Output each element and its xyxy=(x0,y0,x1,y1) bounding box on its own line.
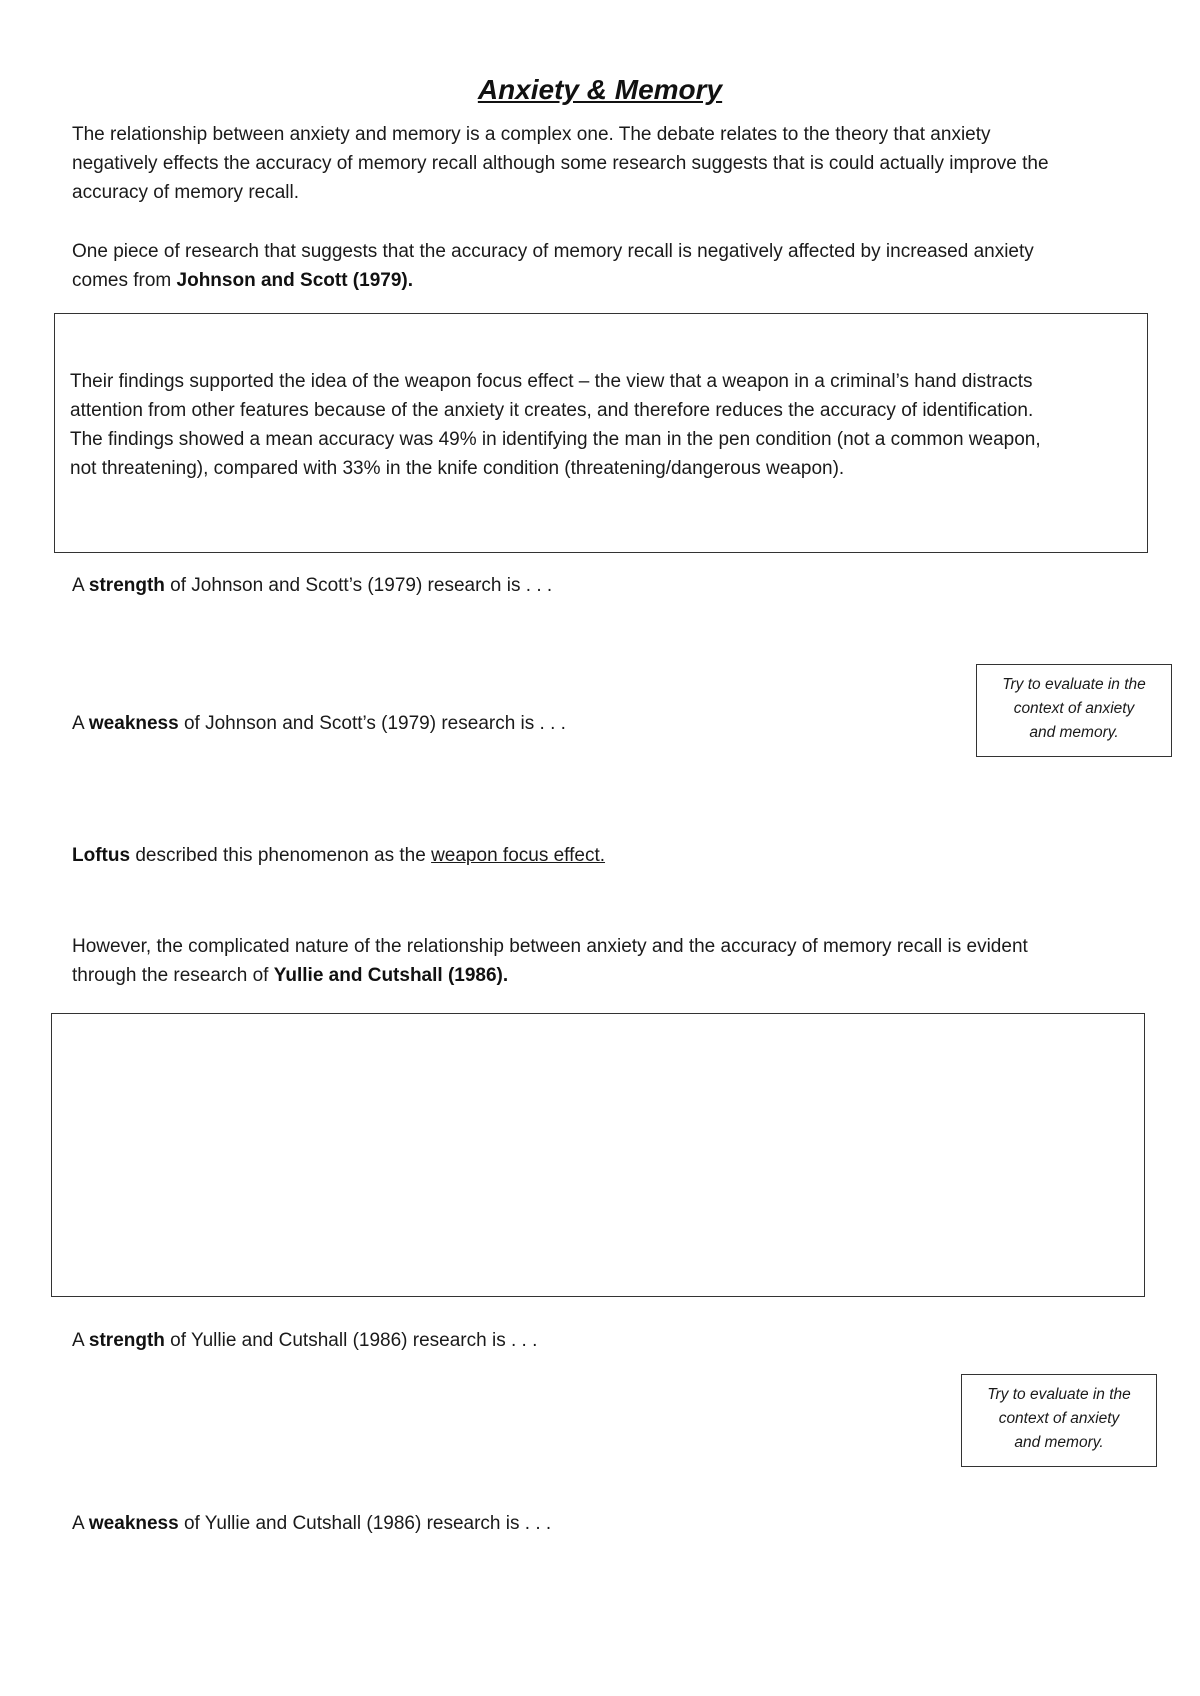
research1-line-1: One piece of research that suggests that the accuracy of memory recall is negatively affected by increased anxiety xyxy=(72,241,1034,262)
study-yullie-cutshall: Yullie and Cutshall (1986) xyxy=(273,965,503,986)
page-title: Anxiety & Memory xyxy=(477,74,723,105)
research1-line-2 xyxy=(72,266,1152,295)
tip-line-3: and memory. xyxy=(1029,724,1119,741)
strength-suffix: of Yullie and Cutshall (1986) research is . . . xyxy=(164,1330,538,1351)
intro-line-2: negatively effects the accuracy of memory recall although some research suggests that is could actually improve the xyxy=(72,153,1049,174)
weakness-word: weakness xyxy=(88,1513,179,1534)
findings-text xyxy=(70,367,1145,483)
research1-suffix: . xyxy=(407,270,414,291)
weakness-prefix: A xyxy=(72,713,89,734)
research2-line-2 xyxy=(72,961,1152,990)
findings-line-2: attention from other features because of the anxiety it creates, and therefore reduces the accuracy of identification. xyxy=(70,400,1034,421)
study-johnson-scott: Johnson and Scott (1979) xyxy=(176,270,408,291)
weakness-prompt-johnson-scott xyxy=(72,709,566,738)
intro-paragraph xyxy=(72,120,1152,207)
tip-line-2: context of anxiety xyxy=(998,1410,1120,1427)
strength-prefix: A xyxy=(72,1330,89,1351)
findings-line-4: not threatening), compared with 33% in the knife condition (threatening/dangerous weapon). xyxy=(70,458,845,479)
tip-line-1: Try to evaluate in the xyxy=(987,1386,1131,1403)
loftus-middle: described this phenomenon as the xyxy=(130,845,432,866)
strength-suffix: of Johnson and Scott’s (1979) research is . . . xyxy=(164,575,553,596)
weapon-focus-term: weapon focus effect. xyxy=(431,845,606,866)
evaluation-tip-box xyxy=(976,664,1172,757)
strength-prompt-johnson-scott xyxy=(72,571,552,600)
weakness-prefix: A xyxy=(72,1513,89,1534)
weakness-suffix: of Yullie and Cutshall (1986) research is . . . xyxy=(178,1513,552,1534)
weakness-prompt-yullie-cutshall xyxy=(72,1509,551,1538)
tip-line-2: context of anxiety xyxy=(1013,700,1135,717)
research1-prefix: comes from xyxy=(72,270,177,291)
strength-prefix: A xyxy=(72,575,89,596)
intro-line-3: accuracy of memory recall. xyxy=(72,182,300,203)
evaluation-tip-box xyxy=(961,1374,1157,1467)
tip-line-3: and memory. xyxy=(1014,1434,1104,1451)
tip-line-1: Try to evaluate in the xyxy=(1002,676,1146,693)
research2-prefix: through the research of xyxy=(72,965,274,986)
findings-line-3: The findings showed a mean accuracy was 49% in identifying the man in the pen condition (not a common weapon, xyxy=(70,429,1041,450)
answer-box-yullie-cutshall[interactable] xyxy=(51,1013,1145,1297)
strength-word: strength xyxy=(88,575,165,596)
loftus-statement xyxy=(72,841,605,870)
loftus-name: Loftus xyxy=(72,845,131,866)
weakness-suffix: of Johnson and Scott’s (1979) research is . . . xyxy=(178,713,566,734)
weakness-word: weakness xyxy=(88,713,179,734)
research2-line-1: However, the complicated nature of the relationship between anxiety and the accuracy of memory recall is evident xyxy=(72,936,1028,957)
research1-paragraph xyxy=(72,237,1152,295)
intro-line-1: The relationship between anxiety and memory is a complex one. The debate relates to the theory that anxiety xyxy=(72,124,991,145)
findings-line-1: Their findings supported the idea of the weapon focus effect – the view that a weapon in a criminal’s hand distracts xyxy=(70,371,1033,392)
strength-prompt-yullie-cutshall xyxy=(72,1326,537,1355)
strength-word: strength xyxy=(88,1330,165,1351)
research2-suffix: . xyxy=(502,965,509,986)
research2-paragraph xyxy=(72,932,1152,990)
